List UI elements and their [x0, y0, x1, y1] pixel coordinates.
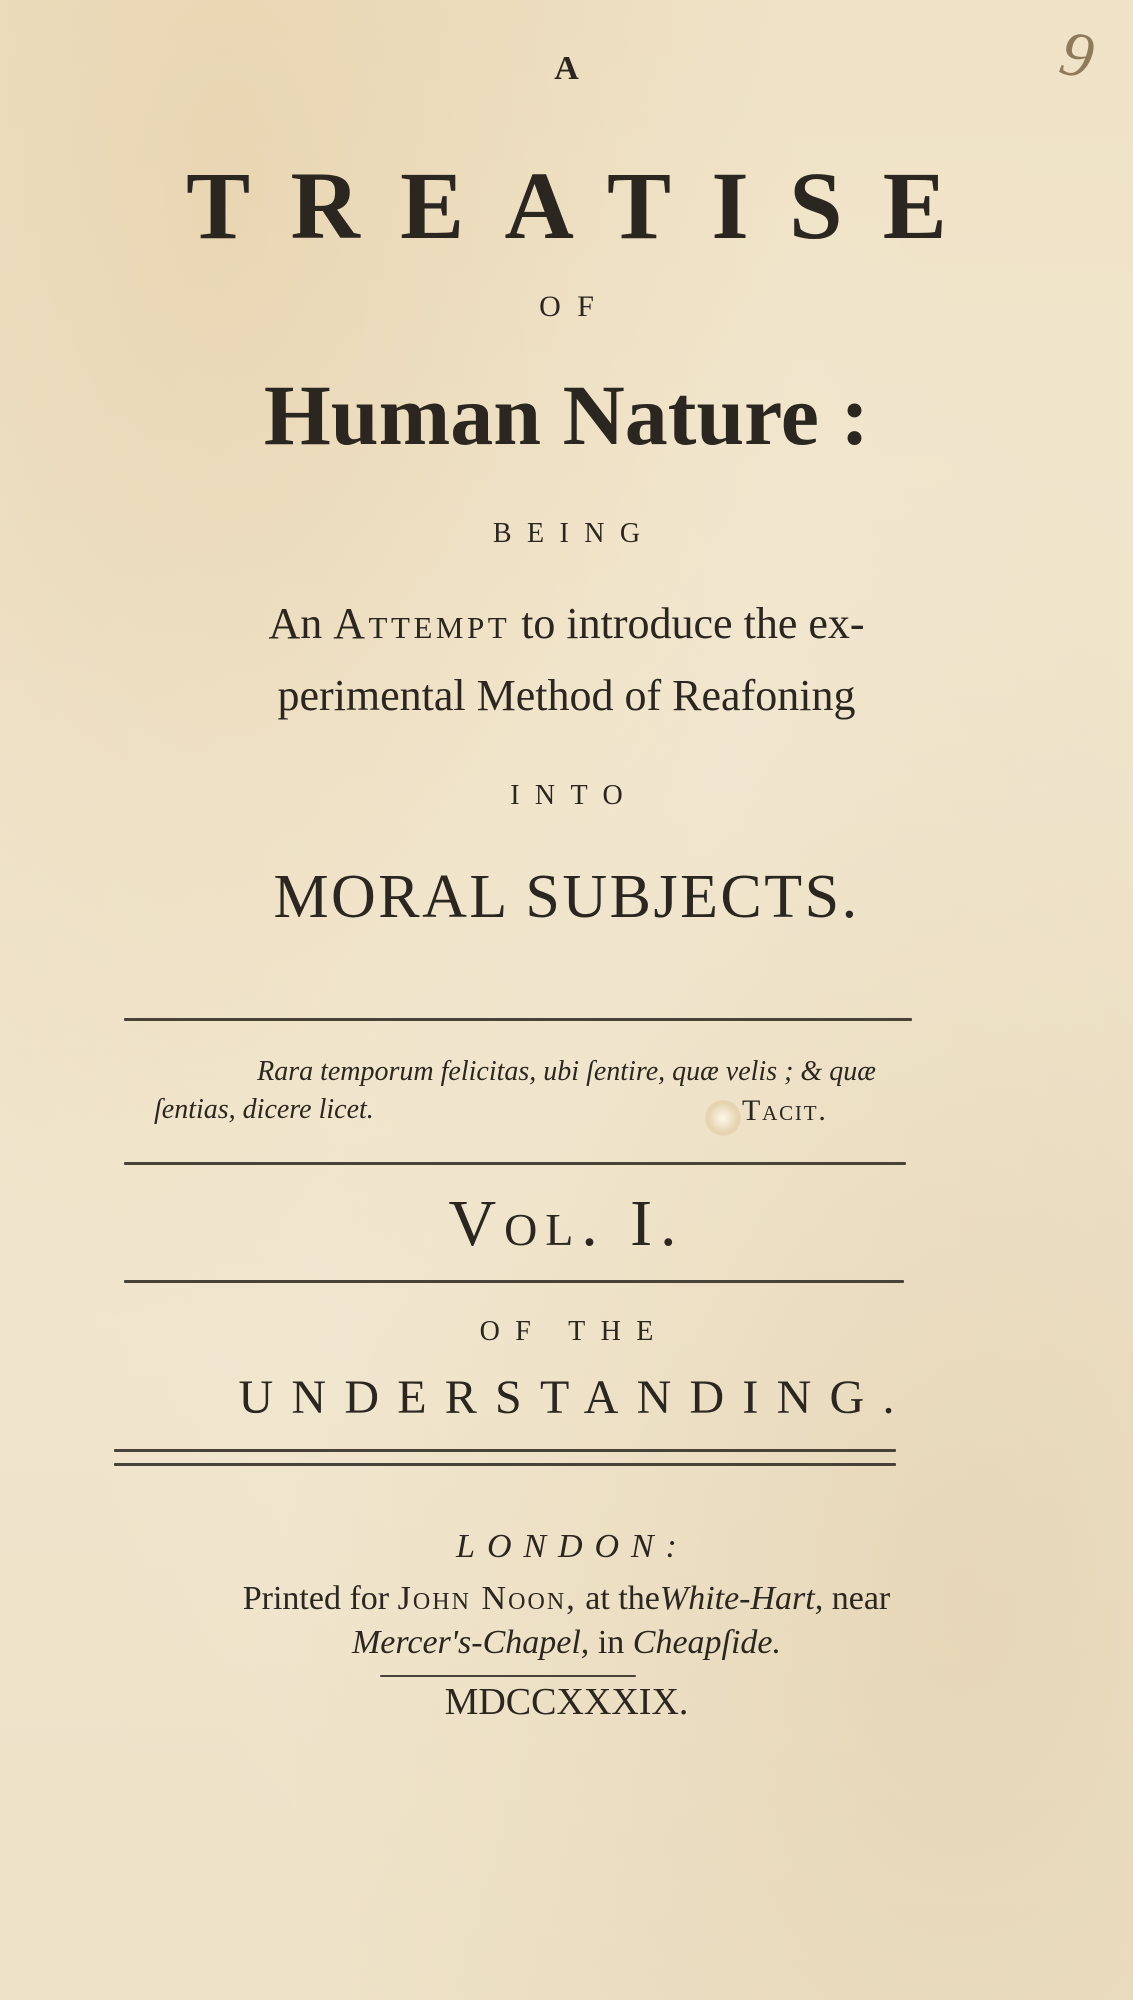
title-of-the: OF THE	[479, 1316, 669, 1347]
imprint-at-the: at the	[585, 1580, 660, 1617]
rule-above-epigraph	[124, 1018, 912, 1021]
publication-date: MDCCXXXIX.	[444, 1681, 689, 1723]
paper-stain	[705, 1100, 741, 1136]
imprint-line-2	[0, 1624, 1133, 1662]
imprint-line-1	[0, 1580, 1133, 1618]
imprint-street: Cheapſide.	[632, 1624, 782, 1661]
title-moral-subjects: MORAL SUBJECTS.	[273, 863, 860, 931]
imprint-place: Mercer's-Chapel,	[351, 1624, 590, 1661]
rule-below-volume	[124, 1280, 904, 1283]
title-subject: Human Nature :	[263, 367, 870, 463]
double-rule-top	[114, 1449, 896, 1452]
volume-number: Vol. I.	[448, 1187, 685, 1260]
imprint-city: LONDON:	[456, 1528, 689, 1565]
epigraph-line-2: ſentias, dicere licet.	[154, 1094, 374, 1125]
epigraph-line-1: Rara temporum felicitas, ubi ſentire, quæ velis ; & quæ	[257, 1056, 876, 1087]
imprint-near: near	[831, 1580, 891, 1617]
imprint-sign: White-Hart,	[659, 1580, 824, 1617]
epigraph-attribution: Tacit.	[742, 1094, 828, 1127]
title-understanding: UNDERSTANDING.	[238, 1371, 913, 1424]
double-rule-bottom	[114, 1463, 896, 1466]
imprint-printed-for: Printed for	[242, 1580, 390, 1617]
imprint-in: in	[597, 1624, 625, 1661]
title-article: A	[554, 50, 579, 87]
pencil-margin-note: 9	[1054, 16, 1101, 93]
title-into: INTO	[510, 780, 639, 811]
subtitle-an: An	[268, 599, 323, 648]
subtitle-line-1	[0, 598, 1133, 649]
rule-above-date	[380, 1675, 636, 1677]
title-main: TREATISE	[186, 152, 988, 259]
subtitle-attempt: Attempt	[333, 599, 511, 648]
imprint-printer: John Noon,	[397, 1580, 577, 1617]
title-of: OF	[539, 290, 611, 323]
rule-below-epigraph	[124, 1162, 906, 1165]
subtitle-rest: to introduce the ex-	[521, 599, 865, 648]
subtitle-line-2: perimental Method of Reafoning	[277, 671, 856, 720]
title-being: BEING	[492, 518, 656, 549]
